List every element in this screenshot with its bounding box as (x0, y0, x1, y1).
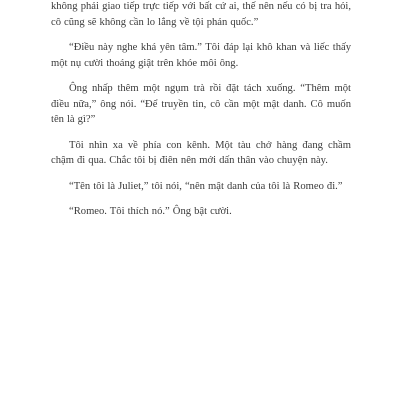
paragraph-codename-request: Ông nhấp thêm một ngụm trà rồi đặt tách xuống. “Thêm một điều nữa,” ông nói. “Để truyền tin, cô cần một mật danh. Cô muốn tên là gì?” (51, 82, 351, 126)
book-page-text (51, 0, 351, 229)
paragraph-romeo: “Romeo. Tôi thích nó.” Ông bật cười. (69, 205, 232, 217)
paragraph-juliet: “Tên tôi là Juliet,” tôi nói, “nên mật danh của tôi là Romeo đi.” (69, 180, 343, 192)
paragraph-reply: “Điều này nghe khá yên tâm.” Tôi đáp lại khô khan và liếc thấy một nụ cười thoáng giật trên khóe môi ông. (51, 41, 351, 69)
paragraph-continued: không phải giao tiếp trực tiếp với bất cứ ai, thế nên nếu có bị tra hỏi, cô cũng sẽ không cần lo lắng về tội phản quốc.” (51, 1, 351, 28)
paragraph-canal: Tôi nhìn xa về phía con kênh. Một tàu chở hàng đang chầm chậm đi qua. Chắc tôi bị điên nên mới dấn thân vào chuyện này. (51, 139, 351, 167)
